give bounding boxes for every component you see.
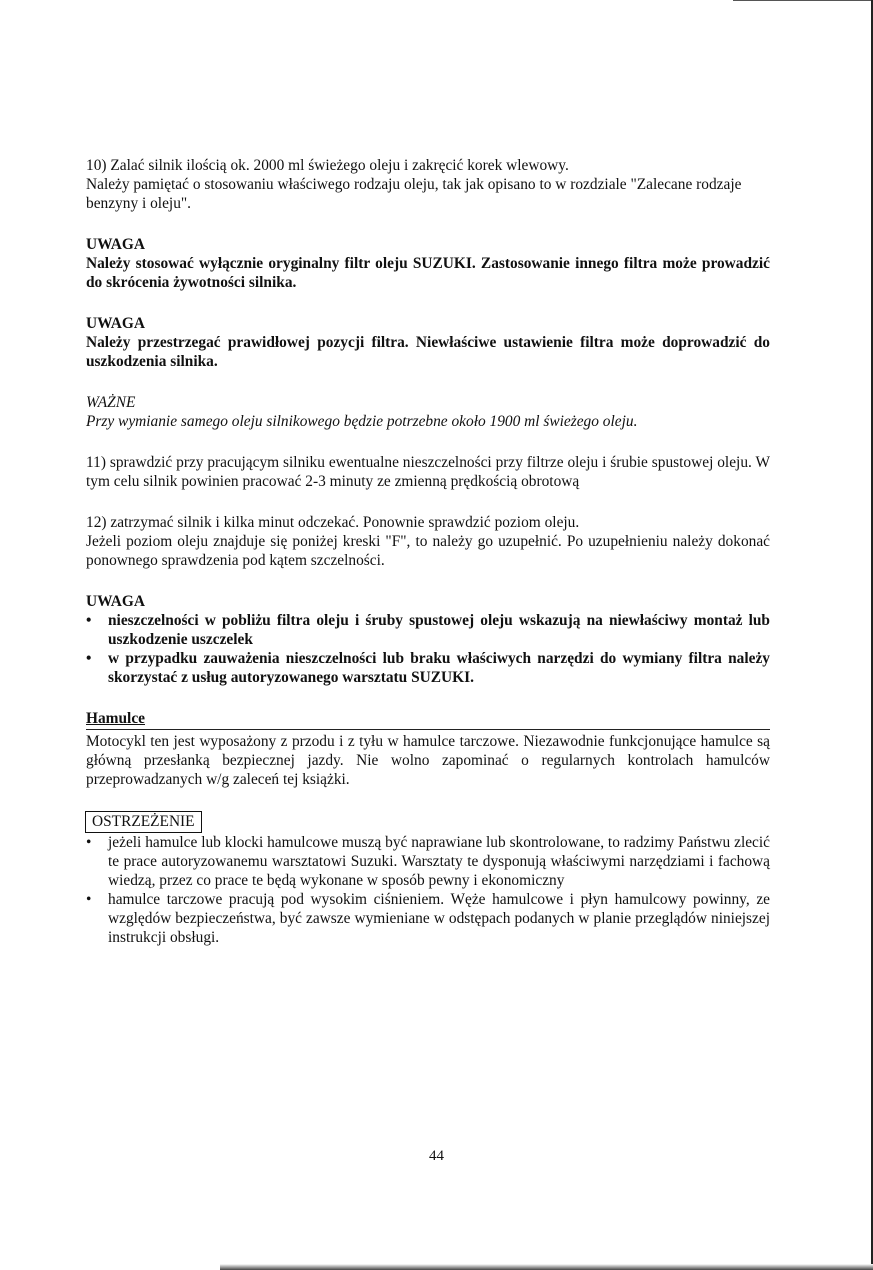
bullet-icon: •	[86, 650, 92, 667]
list-item-text: hamulce tarczowe pracują pod wysokim ciśnieniem. Węże hamulcowe i płyn hamulcowy powinny, ze względów bezpieczeństwa, być zawsze wymieniane w odstępach podanych w planie przeglądów niniejszej instrukcji obsługi.	[108, 891, 770, 946]
important-heading: WAŻNE	[86, 394, 136, 411]
bullet-icon: •	[86, 834, 92, 851]
step-12-note: Jeżeli poziom oleju znajduje się poniżej kreski "F", to należy go uzupełnić. Po uzupełnieniu należy dokonać ponownego sprawdzenia pod kątem szczelności.	[86, 533, 770, 569]
note-3-list	[86, 611, 770, 687]
note-1-text: Należy stosować wyłącznie oryginalny filtr oleju SUZUKI. Zastosowanie innego filtra może prowadzić do skrócenia żywotności silnika.	[86, 255, 770, 291]
bullet-icon: •	[86, 891, 92, 908]
page-number: 44	[429, 1148, 444, 1164]
note-2-text: Należy przestrzegać prawidłowej pozycji filtra. Niewłaściwe ustawienie filtra może doprowadzić do uszkodzenia silnika.	[86, 334, 770, 370]
note-3-heading: UWAGA	[86, 593, 145, 610]
scan-edge-top	[733, 0, 873, 1]
bullet-icon: •	[86, 612, 92, 629]
step-12-text: 12) zatrzymać silnik i kilka minut odczekać. Ponownie sprawdzić poziom oleju.	[86, 514, 580, 531]
important-text: Przy wymianie samego oleju silnikowego będzie potrzebne około 1900 ml świeżego oleju.	[86, 413, 638, 430]
page-content	[86, 156, 770, 947]
list-item-text: w przypadku zauważenia nieszczelności lub braku właściwych narzędzi do wymiany filtra należy skorzystać z usług autoryzowanego warsztatu SUZUKI.	[108, 650, 770, 686]
list-item-text: nieszczelności w pobliżu filtra oleju i śruby spustowej oleju wskazują na niewłaściwy montaż lub uszkodzenie uszczelek	[108, 612, 770, 648]
warning-list	[86, 833, 770, 947]
warning-label: OSTRZEŻENIE	[85, 811, 202, 833]
list-item	[86, 649, 770, 687]
brakes-text: Motocykl ten jest wyposażony z przodu i z tyłu w hamulce tarczowe. Niezawodnie funkcjonujące hamulce są główną przesłanką bezpiecznej jazdy. Nie wolno zapominać o regularnych kontrolach hamulców przeprowadzanych w/g zaleceń tej książki.	[86, 733, 770, 788]
note-1-heading: UWAGA	[86, 236, 145, 253]
step-10-text: 10) Zalać silnik ilością ok. 2000 ml świeżego oleju i zakręcić korek wlewowy.	[86, 157, 569, 174]
scan-edge-bottom	[220, 1264, 873, 1270]
note-2-heading: UWAGA	[86, 315, 145, 332]
list-item	[86, 611, 770, 649]
brakes-title: Hamulce	[86, 710, 145, 727]
section-divider	[86, 729, 770, 730]
list-item	[86, 890, 770, 947]
list-item	[86, 833, 770, 890]
step-10-note: Należy pamiętać o stosowaniu właściwego rodzaju oleju, tak jak opisano to w rozdziale "Zalecane rodzaje benzyny i oleju".	[86, 176, 742, 212]
list-item-text: jeżeli hamulce lub klocki hamulcowe muszą być naprawiane lub skontrolowane, to radzimy Państwu zlecić te prace autoryzowanemu warsztatowi Suzuki. Warsztaty te dysponują właściwymi narzędziami i fachową wiedzą, przez co prace te będą wykonane w sposób pewny i ekonomiczny	[108, 834, 770, 889]
step-11-text: 11) sprawdzić przy pracującym silniku ewentualne nieszczelności przy filtrze oleju i śrubie spustowej oleju. W tym celu silnik powinien pracować 2-3 minuty ze zmienną prędkością obrotową	[86, 454, 770, 490]
